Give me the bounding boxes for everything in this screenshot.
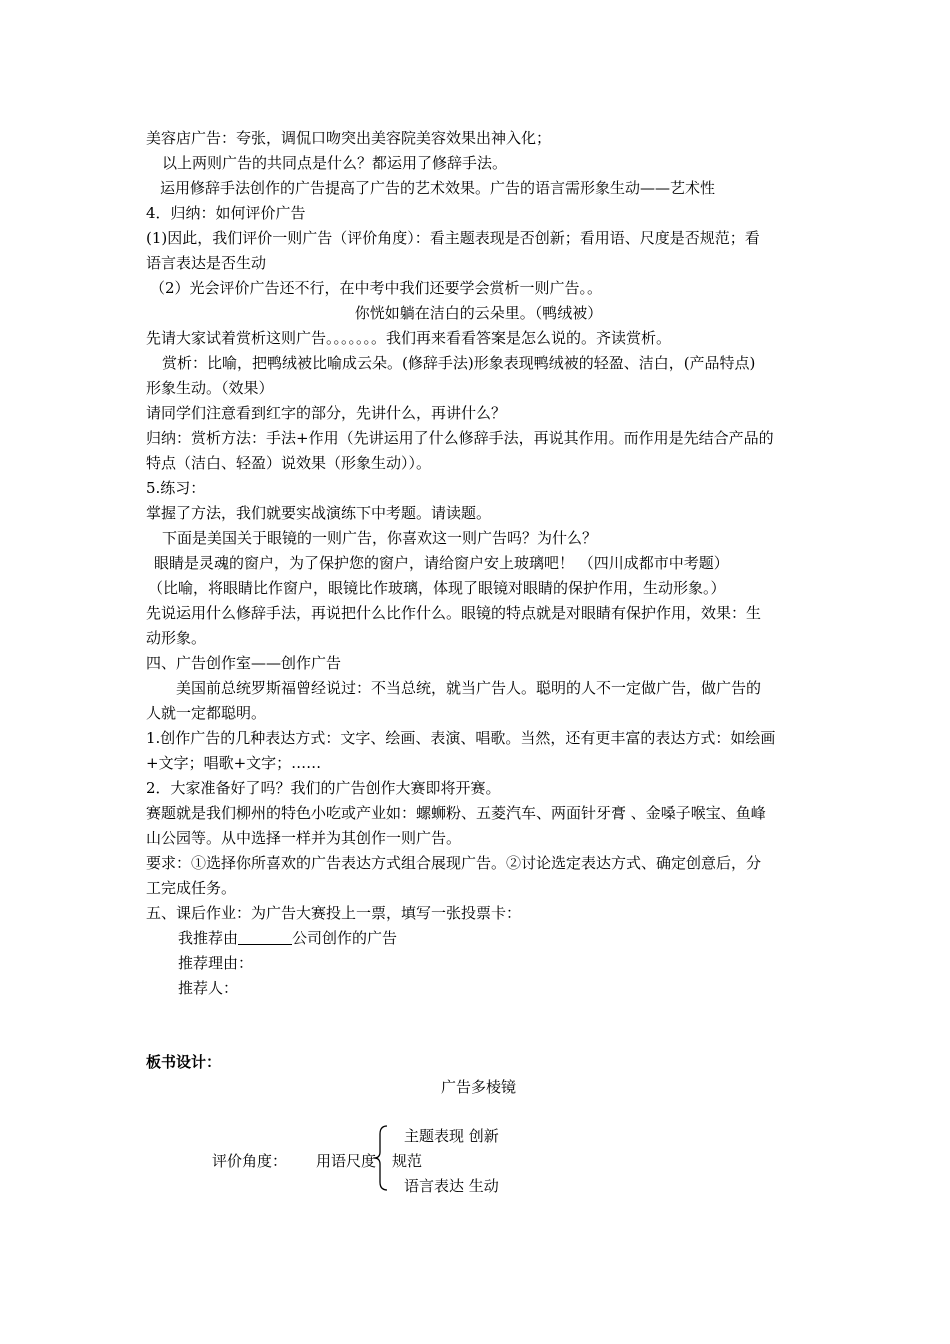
text-line: 美容店广告：夸张，调侃口吻突出美容院美容效果出神入化； <box>146 129 552 147</box>
text-line: 以上两则广告的共同点是什么？都运用了修辞手法。 <box>162 154 508 172</box>
text-line: 语言表达是否生动 <box>146 254 267 272</box>
text-line: 形象生动。（效果） <box>146 379 274 397</box>
vote-card-prefix: 我推荐由 <box>178 929 239 947</box>
text-line: 人就一定都聪明。 <box>146 704 267 722</box>
text-line: 运用修辞手法创作的广告提高了广告的艺术效果。广告的语言需形象生动——艺术性 <box>160 179 716 197</box>
text-line: 工完成任务。 <box>146 879 237 897</box>
text-line: 请同学们注意看到红字的部分，先讲什么，再讲什么？ <box>146 404 507 422</box>
board-item: 语言表达 生动 <box>404 1177 499 1195</box>
fill-in-blank[interactable] <box>238 929 292 945</box>
vote-card-recommend <box>178 928 843 948</box>
board-item: 主题表现 创新 <box>404 1127 499 1145</box>
section-heading: 五、课后作业：为广告大赛投上一票，填写一张投票卡： <box>146 904 522 922</box>
text-line: 归纳：赏析方法：手法+作用（先讲运用了什么修辞手法，再说其作用。而作用是先结合产品的 <box>146 429 774 447</box>
text-line: 掌握了方法，我们就要实战演练下中考题。请读题。 <box>146 504 492 522</box>
board-middle-label: 用语尺度 <box>316 1152 377 1170</box>
board-item: 规范 <box>392 1152 423 1170</box>
text-line: 先说运用什么修辞手法，再说把什么比作什么。眼镜的特点就是对眼睛有保护作用，效果：生 <box>146 604 762 622</box>
board-heading: 板书设计： <box>146 1053 222 1071</box>
vote-card-recommender: 推荐人： <box>178 979 239 997</box>
text-line: 美国前总统罗斯福曾经说过：不当总统，就当广告人。聪明的人不一定做广告，做广告的 <box>176 679 762 697</box>
text-line: 特点（洁白、轻盈）说效果（形象生动））。 <box>146 454 432 472</box>
section-heading: 5.练习： <box>146 479 206 497</box>
section-heading: 四、广告创作室——创作广告 <box>146 654 342 672</box>
text-line: 眼睛是灵魂的窗户，为了保护您的窗户，请给窗户安上玻璃吧！ （四川成都市中考题） <box>154 554 729 572</box>
vote-card-reason: 推荐理由： <box>178 954 254 972</box>
board-title: 广告多棱镜 <box>440 1078 516 1096</box>
text-line: 要求：①选择你所喜欢的广告表达方式组合展现广告。②讨论选定表达方式、确定创意后，分 <box>146 854 762 872</box>
curly-brace-icon <box>370 1124 390 1192</box>
vote-card-suffix: 公司创作的广告 <box>292 929 398 947</box>
text-line: +文字；唱歌+文字；…… <box>146 754 322 772</box>
text-line: (1)因此，我们评价一则广告（评价角度）：看主题表现是否创新；看用语、尺度是否规范；看 <box>146 229 760 247</box>
text-line: 赏析：比喻，把鸭绒被比喻成云朵。(修辞手法)形象表现鸭绒被的轻盈、洁白，(产品特点) <box>162 354 756 372</box>
text-line: （比喻，将眼睛比作窗户，眼镜比作玻璃，体现了眼镜对眼睛的保护作用，生动形象。） <box>148 579 726 597</box>
text-line: 山公园等。从中选择一样并为其创作一则广告。 <box>146 829 462 847</box>
text-line: 1.创作广告的几种表达方式：文字、绘画、表演、唱歌。当然，还有更丰富的表达方式：如绘画 <box>146 729 776 747</box>
text-line: 赛题就是我们柳州的特色小吃或产业如：螺蛳粉、五菱汽车、两面针牙膏 、金嗓子喉宝、鱼峰 <box>146 804 766 822</box>
text-line: （2）光会评价广告还不行，在中考中我们还要学会赏析一则广告。。 <box>150 279 603 297</box>
text-line: 动形象。 <box>146 629 207 647</box>
board-angle-label: 评价角度： <box>212 1152 288 1170</box>
text-line: 下面是美国关于眼镜的一则广告，你喜欢这一则广告吗？为什么？ <box>162 529 598 547</box>
text-line: 2．大家准备好了吗？我们的广告创作大赛即将开赛。 <box>146 779 501 797</box>
sample-ad-text: 你恍如躺在洁白的云朵里。（鸭绒被） <box>354 304 603 322</box>
text-line: 先请大家试着赏析这则广告。。。。。。。我们再来看看答案是怎么说的。齐读赏析。 <box>146 329 672 347</box>
section-heading: 4．归纳：如何评价广告 <box>146 204 306 222</box>
